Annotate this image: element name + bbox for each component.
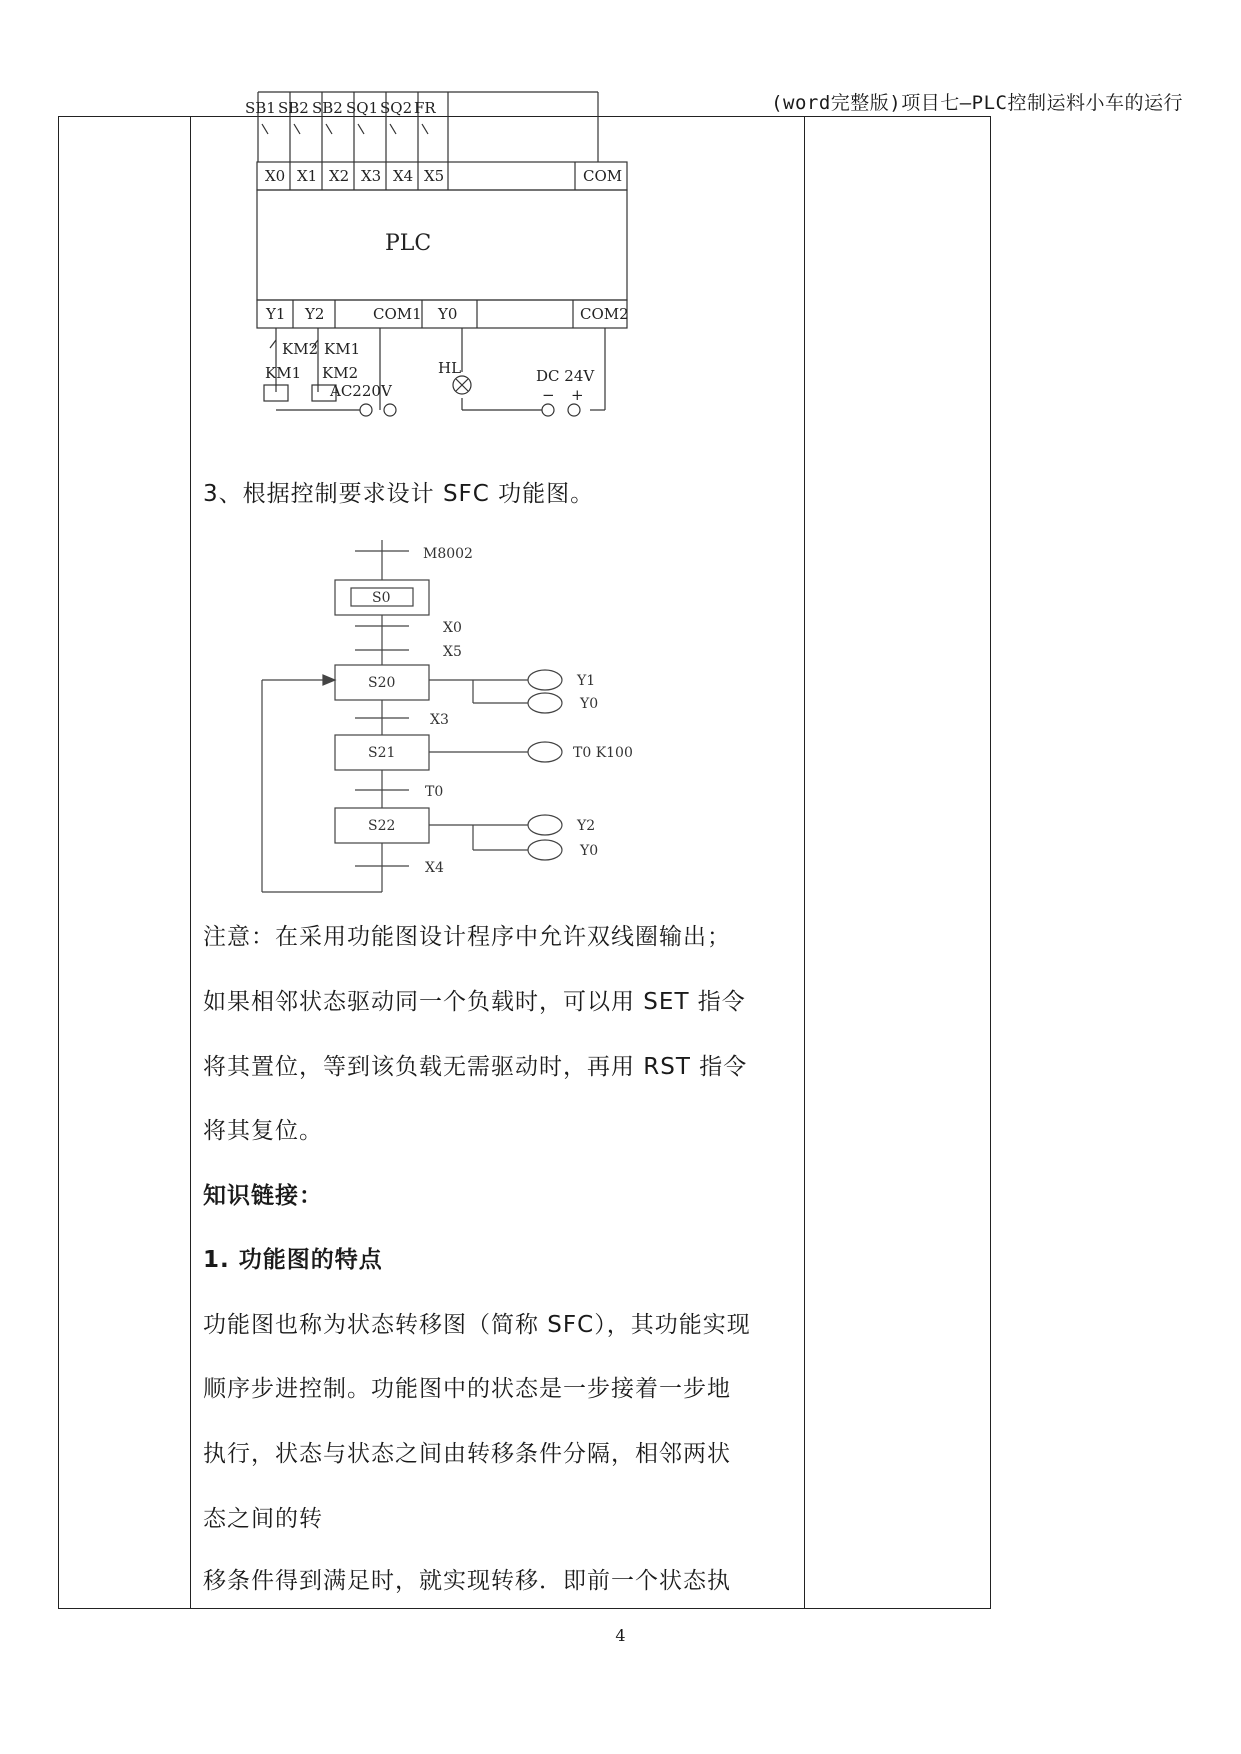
sfc-step-s22: S22 — [368, 818, 396, 834]
sfc-transition-x5: X5 — [443, 644, 462, 660]
input-label-sb2b: SB2 — [312, 99, 343, 117]
terminal-x2: X2 — [329, 167, 350, 185]
input-label-sq1: SQ1 — [346, 99, 379, 117]
sfc-s22-output-y0: Y0 — [580, 843, 599, 859]
step3-text: 3、根据控制要求设计 SFC 功能图。 — [203, 481, 595, 507]
body-line-1: 功能图也称为状态转移图（简称 SFC），其功能实现 — [203, 1312, 751, 1338]
terminal-x5: X5 — [424, 167, 445, 185]
coil-label-km1: KM1 — [265, 364, 302, 382]
terminal-y0: Y0 — [438, 305, 458, 323]
body-line-4: 态之间的转 — [203, 1506, 323, 1532]
section-heading: 1. 功能图的特点 — [203, 1247, 383, 1273]
sfc-transition-x4: X4 — [425, 860, 444, 876]
ac-label: AC220V — [330, 382, 392, 400]
knowledge-heading: 知识链接： — [203, 1183, 323, 1209]
dc-label: DC 24V — [536, 367, 595, 385]
contact-label-km1: KM1 — [324, 340, 361, 358]
sfc-transition-x3: X3 — [430, 712, 449, 728]
terminal-x0: X0 — [265, 167, 286, 185]
body-line-3: 执行，状态与状态之间由转移条件分隔，相邻两状 — [203, 1441, 731, 1467]
sfc-step-s21: S21 — [368, 745, 396, 761]
terminal-x3: X3 — [361, 167, 382, 185]
terminal-x1: X1 — [297, 167, 318, 185]
note-line-3: 将其置位，等到该负载无需驱动时，再用 RST 指令 — [203, 1054, 748, 1080]
sfc-transition-x0: X0 — [443, 620, 462, 636]
page-number: 4 — [615, 1626, 626, 1645]
terminal-com: COM — [583, 167, 623, 185]
sfc-s20-output-y0: Y0 — [580, 696, 599, 712]
note-line-2: 如果相邻状态驱动同一个负载时，可以用 SET 指令 — [203, 989, 746, 1015]
sfc-s21-output: T0 K100 — [573, 745, 633, 761]
plc-label: PLC — [385, 231, 432, 256]
coil-label-km2: KM2 — [322, 364, 359, 382]
input-label-sq2: SQ2 — [380, 99, 413, 117]
input-label-fr: FR — [414, 99, 436, 117]
terminal-y2: Y2 — [305, 305, 325, 323]
sfc-init-condition: M8002 — [423, 546, 473, 562]
terminal-y1: Y1 — [266, 305, 286, 323]
input-label-sb2: SB2 — [278, 99, 309, 117]
sfc-s20-output-y1: Y1 — [577, 673, 596, 689]
input-label-sb1: SB1 — [245, 99, 276, 117]
terminal-com1: COM1 — [373, 305, 422, 323]
terminal-com2: COM2 — [580, 305, 629, 323]
body-line-2: 顺序步进控制。功能图中的状态是一步接着一步地 — [203, 1376, 731, 1402]
lamp-label: HL — [438, 359, 462, 377]
contact-label-km2: KM2 — [282, 340, 319, 358]
sfc-transition-t0: T0 — [425, 784, 444, 800]
dc-plus: + — [571, 386, 584, 404]
sfc-s22-output-y2: Y2 — [577, 818, 596, 834]
body-line-5: 移条件得到满足时，就实现转移．即前一个状态执 — [203, 1568, 731, 1594]
dc-minus: − — [542, 386, 555, 404]
sfc-step-s20: S20 — [368, 675, 396, 691]
note-line-1: 注意：在采用功能图设计程序中允许双线圈输出； — [203, 924, 731, 950]
sfc-step-s0: S0 — [372, 590, 391, 606]
terminal-x4: X4 — [393, 167, 414, 185]
note-line-4: 将其复位。 — [203, 1118, 323, 1144]
page-header: (word完整版)项目七—PLC控制运料小车的运行 — [771, 92, 1183, 114]
